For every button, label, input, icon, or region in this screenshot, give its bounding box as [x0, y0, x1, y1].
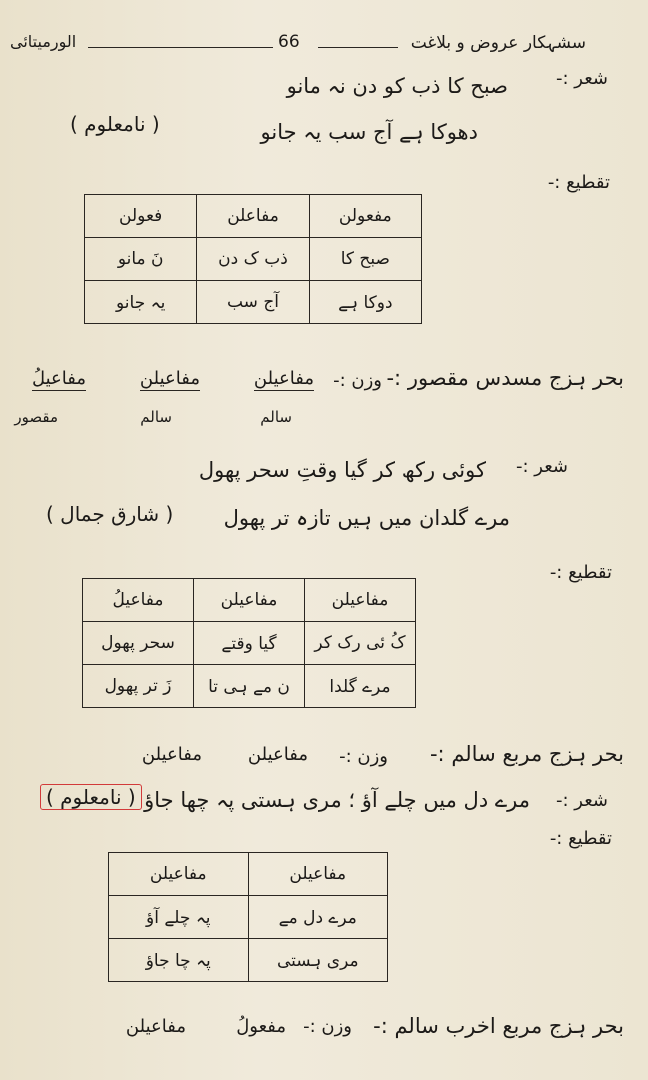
table-row — [85, 195, 422, 238]
verse-line-1: صبح کا ذب کو دن نہ مانو — [286, 74, 508, 98]
foot-1: مفاعیلن — [253, 368, 314, 389]
poet-name: ( شارق جمال ) — [46, 502, 174, 526]
table-cell: مرے گلدا — [305, 665, 416, 708]
wazn-label: وزن :- — [339, 746, 388, 767]
table-cell: زَ تر پھول — [83, 665, 194, 708]
table-row — [109, 853, 388, 896]
book-title: سشہکار عروض و بلاغت — [410, 33, 586, 53]
taqti-label: تقطیع :- — [549, 562, 612, 583]
table-cell: مفاعیلُ — [83, 579, 194, 622]
verse-line-2: دھوکا ہے آج سب یہ جانو — [260, 120, 478, 144]
verse-label: شعر :- — [556, 68, 608, 89]
foot-2: مفاعیلن — [125, 1016, 186, 1037]
foot-1: مفاعیلن — [247, 744, 308, 765]
table-cell: ذب ک دن — [197, 238, 309, 281]
page-header — [8, 32, 640, 58]
table-cell: سحر پھول — [83, 622, 194, 665]
table-cell: پہ چلے آؤ — [109, 896, 249, 939]
table-cell: مفاعیلن — [194, 579, 305, 622]
table-cell: یہ جانو — [85, 281, 197, 324]
page-number: 66 — [278, 32, 300, 52]
foot-2: مفاعیلن — [141, 744, 202, 765]
taqti-label: تقطیع :- — [549, 828, 612, 849]
verse-text: مرے دل میں چلے آؤ ؛ مری ہستی پہ چھا جاؤ — [144, 788, 530, 812]
table-cell: آج سب — [197, 281, 309, 324]
author-name: الورمیتائی — [10, 32, 77, 51]
table-cell: مفاعیلن — [248, 853, 388, 896]
table-cell: فعولن — [85, 195, 197, 238]
table-cell: مفعولن — [309, 195, 421, 238]
bahr-title: بحر ہزج مسدس مقصور :- — [386, 366, 624, 390]
foot-3: مفاعیلُ — [31, 368, 86, 389]
table-cell: نَ مانو — [85, 238, 197, 281]
table-row — [83, 665, 416, 708]
wazn-label: وزن :- — [303, 1016, 352, 1037]
foot-1: مفعولُ — [236, 1016, 286, 1037]
table-cell: کُ ئی رک کر — [305, 622, 416, 665]
taqti-label: تقطیع :- — [547, 172, 610, 193]
foot-note-3: مقصور — [14, 408, 58, 426]
foot-note-2: سالم — [140, 408, 172, 426]
table-cell: مری ہستی — [248, 939, 388, 982]
header-rule — [88, 47, 273, 48]
table-row — [109, 939, 388, 982]
wazn-label: وزن :- — [333, 370, 382, 391]
table-cell: مفاعلن — [197, 195, 309, 238]
verse-label: شعر :- — [556, 790, 608, 811]
bahr-title: بحر ہزج مربع سالم :- — [429, 742, 624, 766]
poet-name: ( نامعلوم ) — [70, 112, 160, 136]
header-rule — [318, 47, 398, 48]
foot-2: مفاعیلن — [139, 368, 200, 389]
taqti-table-1 — [84, 194, 422, 324]
table-cell: ن مے ہی تا — [194, 665, 305, 708]
table-cell: مفاعیلن — [109, 853, 249, 896]
table-cell: دوکا ہے — [309, 281, 421, 324]
taqti-table-3 — [108, 852, 388, 982]
table-row — [83, 622, 416, 665]
table-cell: مرے دل مے — [248, 896, 388, 939]
table-cell: گیا وقتے — [194, 622, 305, 665]
table-row — [109, 896, 388, 939]
verse-label: شعر :- — [516, 456, 568, 477]
table-row — [83, 579, 416, 622]
taqti-table-2 — [82, 578, 416, 708]
table-row — [85, 281, 422, 324]
table-cell: مفاعیلن — [305, 579, 416, 622]
poet-name: ( نامعلوم ) — [40, 784, 142, 810]
bahr-title: بحر ہزج مربع اخرب سالم :- — [373, 1014, 624, 1038]
table-row — [85, 238, 422, 281]
table-cell: پہ چا جاؤ — [109, 939, 249, 982]
verse-line-1: کوئی رکھ کر گیا وقتِ سحر پھول — [198, 458, 486, 482]
foot-note-1: سالم — [260, 408, 292, 426]
table-cell: صبح کا — [309, 238, 421, 281]
verse-line-2: مرے گلدان میں ہیں تازہ تر پھول — [223, 506, 510, 530]
